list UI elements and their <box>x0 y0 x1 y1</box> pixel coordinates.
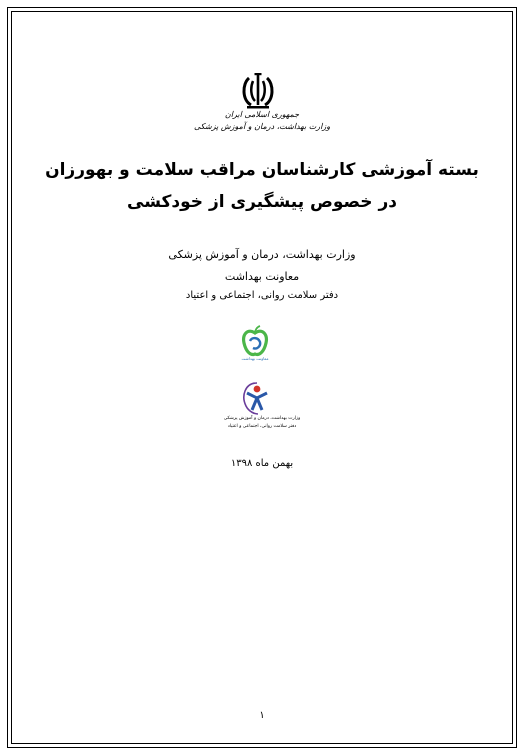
ministry-name: وزارت بهداشت، درمان و آموزش پزشکی <box>168 248 356 261</box>
office-name: دفتر سلامت روانی، اجتماعی و اعتیاد <box>185 290 339 301</box>
publication-date: بهمن ماه ۱۳۹۸ <box>230 458 294 469</box>
iran-emblem-icon <box>240 72 276 112</box>
office-logo-caption-line2: دفتر سلامت روانی، اجتماعی و اعتیاد <box>227 424 297 429</box>
seal-caption-line1: جمهوری اسلامی ایران <box>224 110 300 119</box>
mental-health-office-logo-icon <box>240 380 274 416</box>
document-title-line1: بسته آموزشی کارشناسان مراقب سلامت و بهورزان <box>45 160 479 180</box>
page-border-inner <box>11 11 513 744</box>
deputy-name: معاونت بهداشت <box>224 270 300 283</box>
seal-caption-line2: وزارت بهداشت، درمان و آموزش پزشکی <box>193 122 331 131</box>
office-logo-caption-line1: وزارت بهداشت، درمان و آموزش پزشکی <box>223 416 301 421</box>
document-title-line2: در خصوص پیشگیری از خودکشی <box>127 192 397 212</box>
page-number: ۱ <box>259 710 265 721</box>
health-deputy-logo-caption: معاونت بهداشت <box>241 356 269 361</box>
